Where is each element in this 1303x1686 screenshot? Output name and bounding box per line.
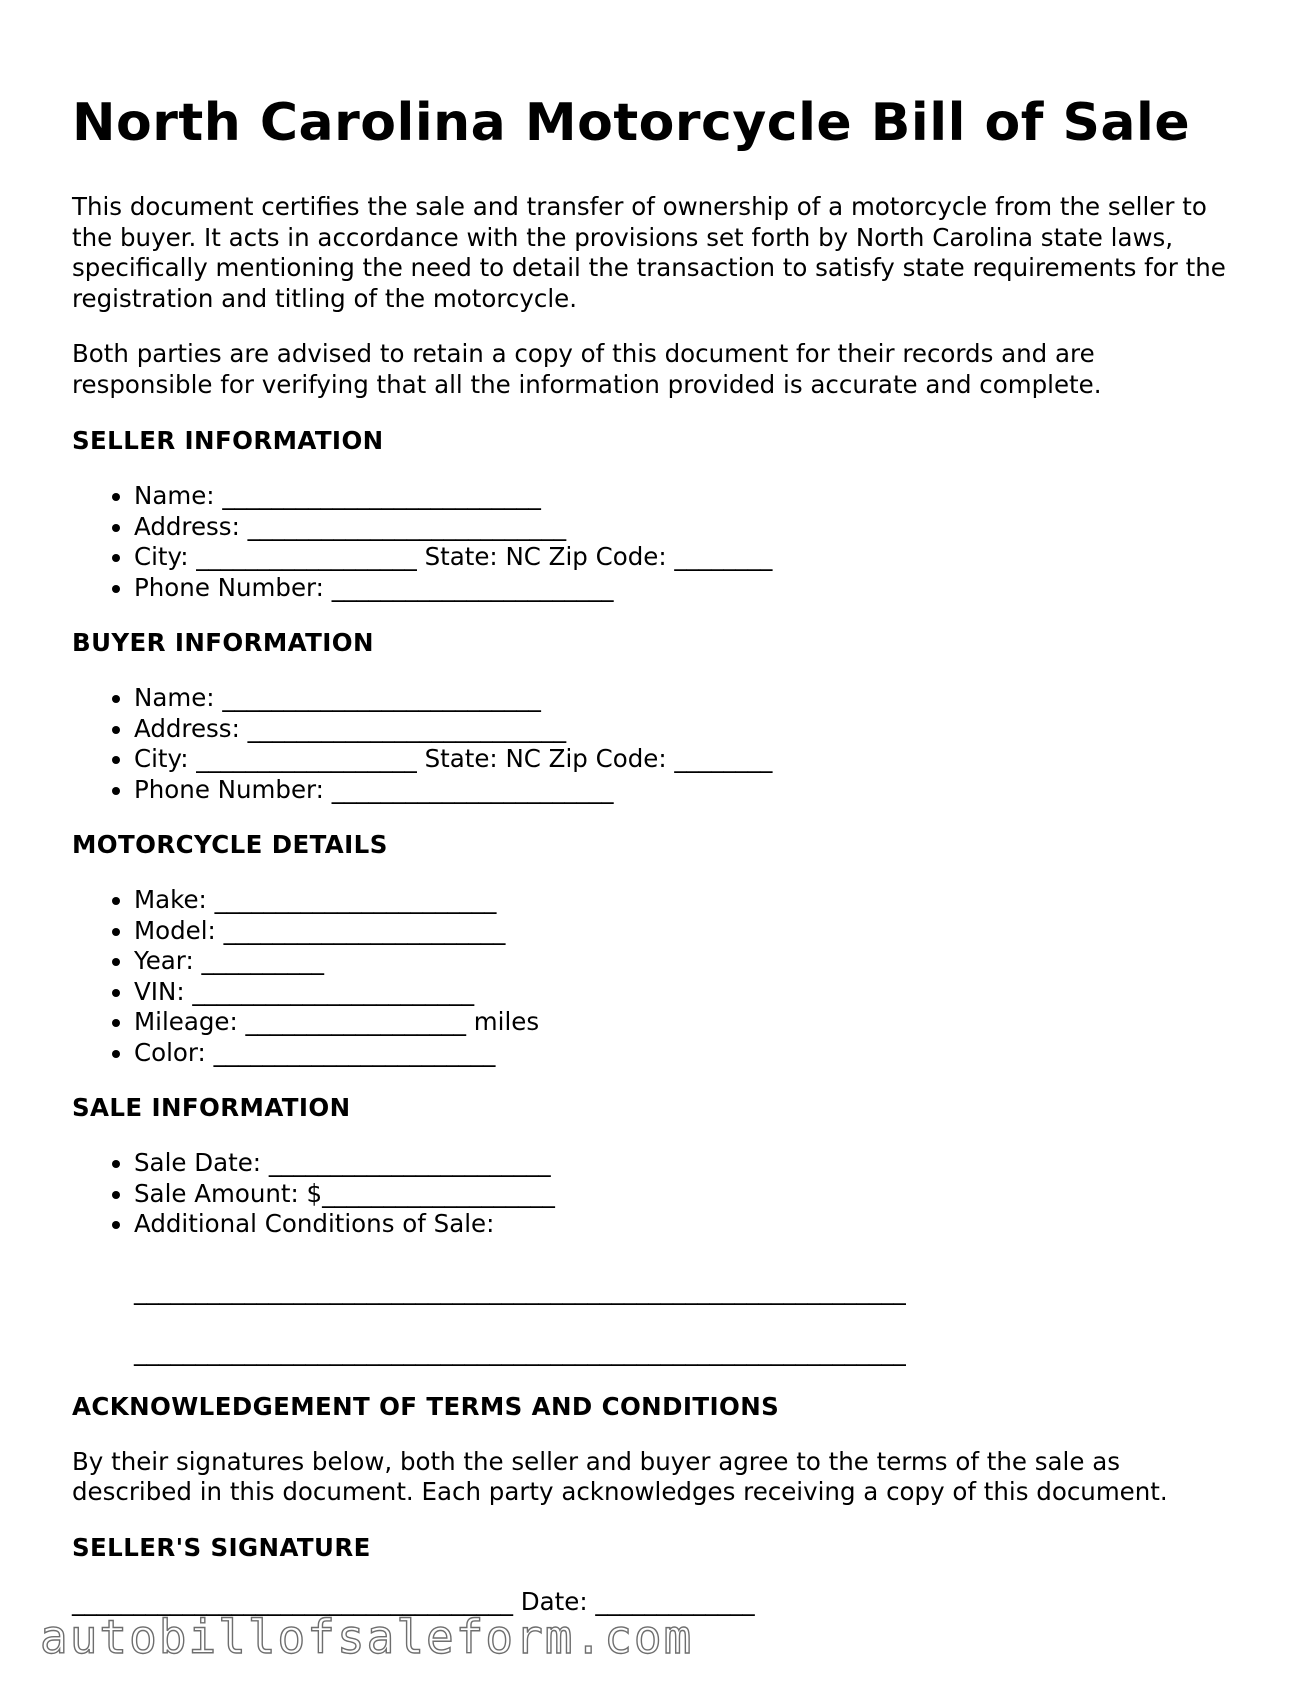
additional-conditions-line-2[interactable]: _______________________________________________________________ <box>134 1336 906 1366</box>
acknowledgement-text: By their signatures below, both the seller and buyer agree to the terms of the sale as described in this document. Each party acknowledges receiving a copy of this document. <box>72 1446 1168 1506</box>
seller-address-field[interactable]: • Address: __________________________ <box>134 512 1232 543</box>
motorcycle-details-heading: MOTORCYCLE DETAILS <box>72 830 388 859</box>
additional-conditions-label: • Additional Conditions of Sale: <box>134 1209 1232 1240</box>
seller-signature-line[interactable]: ____________________________________ Date: _____________ <box>72 1586 755 1616</box>
intro-paragraph-2: Both parties are advised to retain a copy of this document for their records and are responsible for verifying that all the information provided is accurate and complete. <box>72 339 1102 399</box>
motorcycle-vin-field[interactable]: • VIN: _______________________ <box>134 977 1232 1008</box>
website-watermark: autobillofsaleform.com <box>40 1610 694 1664</box>
buyer-information-heading: BUYER INFORMATION <box>72 628 374 657</box>
document-page <box>72 88 1232 1617</box>
seller-phone-field[interactable]: • Phone Number: _______________________ <box>134 573 1232 604</box>
seller-name-field[interactable]: • Name: __________________________ <box>134 481 1232 512</box>
sale-amount-field[interactable]: • Sale Amount: $___________________ <box>134 1179 1232 1210</box>
additional-conditions-line-1[interactable]: _______________________________________________________________ <box>134 1275 906 1305</box>
motorcycle-mileage-field[interactable]: • Mileage: __________________ miles <box>134 1007 1232 1038</box>
motorcycle-model-field[interactable]: • Model: _______________________ <box>134 916 1232 947</box>
seller-city-state-zip-field[interactable]: • City: __________________ State: NC Zip Code: ________ <box>134 542 1232 573</box>
intro-paragraph-1: This document certifies the sale and transfer of ownership of a motorcycle from the seller to the buyer. It acts in accordance with the provisions set forth by North Carolina state laws, specifically mentioning the need to detail the transaction to satisfy state requirements for the registration and titling of the motorcycle. <box>72 192 1226 313</box>
buyer-phone-field[interactable]: • Phone Number: _______________________ <box>134 775 1232 806</box>
seller-signature-heading: SELLER'S SIGNATURE <box>72 1532 371 1562</box>
sale-date-field[interactable]: • Sale Date: _______________________ <box>134 1148 1232 1179</box>
buyer-information-list <box>72 683 1232 805</box>
motorcycle-make-field[interactable]: • Make: _______________________ <box>134 885 1232 916</box>
buyer-city-state-zip-field[interactable]: • City: __________________ State: NC Zip Code: ________ <box>134 744 1232 775</box>
motorcycle-year-field[interactable]: • Year: __________ <box>134 946 1232 977</box>
buyer-name-field[interactable]: • Name: __________________________ <box>134 683 1232 714</box>
motorcycle-details-list <box>72 885 1232 1068</box>
motorcycle-color-field[interactable]: • Color: _______________________ <box>134 1038 1232 1069</box>
seller-information-heading: SELLER INFORMATION <box>72 426 384 455</box>
seller-information-list <box>72 481 1232 603</box>
sale-information-list <box>72 1148 1232 1240</box>
buyer-address-field[interactable]: • Address: __________________________ <box>134 714 1232 745</box>
acknowledgement-heading: ACKNOWLEDGEMENT OF TERMS AND CONDITIONS <box>72 1391 780 1421</box>
sale-information-heading: SALE INFORMATION <box>72 1093 351 1122</box>
document-title: North Carolina Motorcycle Bill of Sale <box>72 93 1191 153</box>
